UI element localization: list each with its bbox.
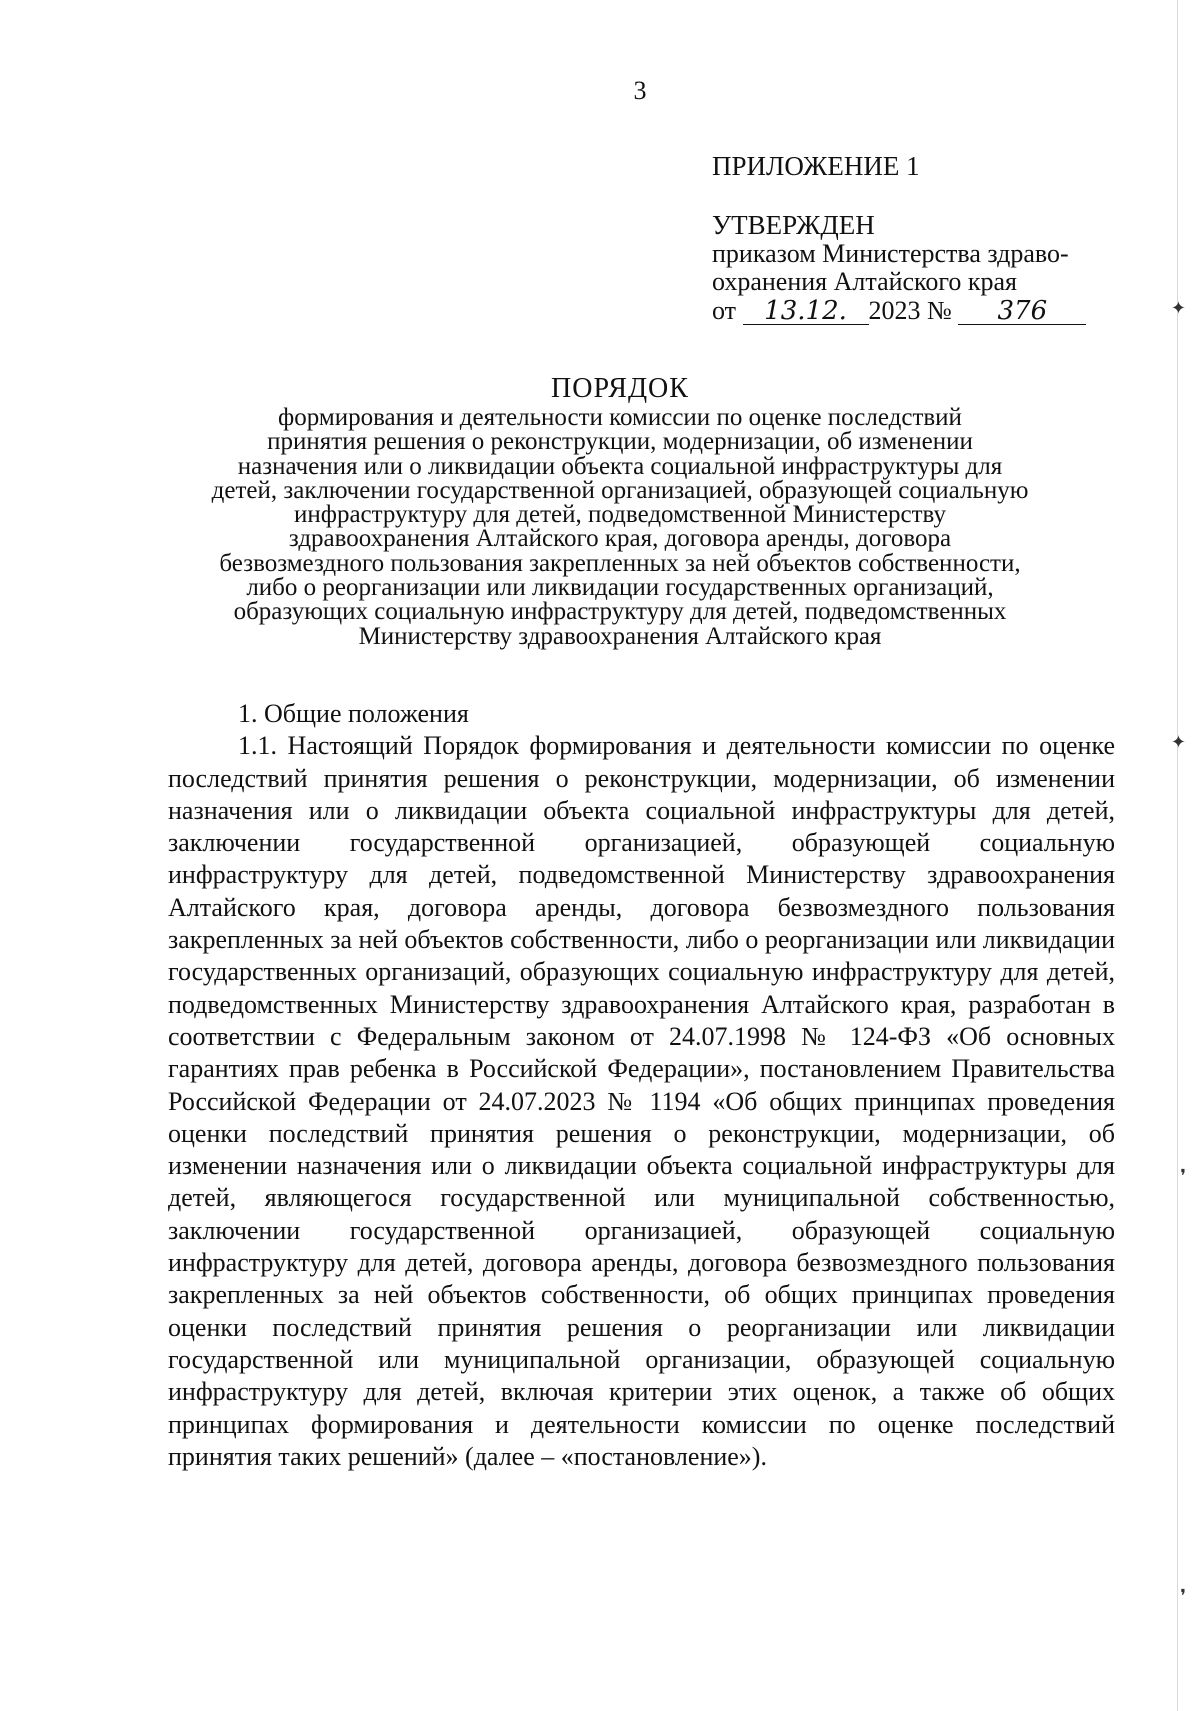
order-date-line (712, 296, 1132, 326)
paragraph-1-1: 1.1. Настоящий Порядок формирования и деятельности комиссии по оценке последствий принятия решения о реконструкции, модернизации, об изменении назначения или о ликвидации объекта социальной инфраструктуры для детей, заключении государственной организацией, образующей социальную инфраструктуру для детей, подведомственной Министерству здравоохранения Алтайского края, договора аренды, договора безвозмездного пользования закрепленных за ней объектов собственности, либо о реорганизации или ликвидации государственных организаций, образующих социальную инфраструктуру для детей, подведомственных Министерству здравоохранения Алтайского края, разработан в соответствии с Федеральным законом от 24.07.1998 № 124-ФЗ «Об основных гарантиях прав ребенка в Российской Федерации», постановлением Правительства Российской Федерации от 24.07.2023 № 1194 «Об общих принципах проведения оценки последствий принятия решения о реконструкции, модернизации, об изменении назначения или о ликвидации объекта социальной инфраструктуры для детей, являющегося государственной или муниципальной собственностью, заключении государственной организацией, образующей социальную инфраструктуру для детей, договора аренды, договора безвозмездного пользования закрепленных за ней объектов собственности, об общих принципах проведения оценки последствий принятия решения о реорганизации или ликвидации государственной или муниципальной организации, образующей социальную инфраструктуру для детей, включая критерии этих оценок, а также об общих принципах формирования и деятельности комиссии по оценке последствий принятия таких решений» (далее – «постановление»). (168, 731, 1115, 1471)
subtitle-line: детей, заключении государственной организацией, образующей социальную (211, 476, 1029, 504)
handwritten-order-number: 376 (958, 298, 1086, 325)
subtitle-line: либо о реорганизации или ликвидации государственных организаций, (246, 574, 994, 602)
scan-mark: ✦ (1170, 298, 1186, 319)
subtitle-line: Министерству здравоохранения Алтайского края (358, 622, 882, 650)
handwritten-date: 13.12. (743, 298, 869, 325)
subtitle-line: принятия решения о реконструкции, модернизации, об изменении (267, 428, 973, 456)
scan-edge-line (1177, 0, 1178, 1711)
scan-mark: ✦ (1170, 732, 1186, 753)
section-heading: 1. Общие положения (238, 699, 469, 728)
date-prefix: от (712, 296, 737, 325)
year-and-number-label: 2023 № (868, 296, 952, 325)
approved-line-2: охранения Алтайского края (712, 267, 1018, 296)
approved-title: УТВЕРЖДЕН (712, 210, 875, 240)
approved-line-1: приказом Министерства здраво- (712, 239, 1069, 268)
document-subtitle (160, 406, 1080, 649)
subtitle-line: образующих социальную инфраструктуру для детей, подведомственных (233, 598, 1007, 626)
document-title-block (160, 372, 1080, 649)
scan-mark: ❜ (1180, 1166, 1186, 1187)
document-body (168, 698, 1115, 1473)
subtitle-line: назначения или о ликвидации объекта социальной инфраструктуры для (237, 452, 1003, 480)
document-title: ПОРЯДОК (551, 373, 689, 404)
appendix-label: ПРИЛОЖЕНИЕ 1 (712, 151, 920, 181)
subtitle-line: инфраструктуру для детей, подведомственной Министерству (293, 501, 947, 529)
page-number: 3 (633, 76, 647, 105)
subtitle-line: здравоохранения Алтайского края, договора аренды, договора (288, 525, 952, 553)
subtitle-line: безвозмездного пользования закрепленных за ней объектов собственности, (219, 549, 1021, 577)
scan-mark: ❜ (1180, 1586, 1186, 1607)
subtitle-line: формирования и деятельности комиссии по оценке последствий (278, 404, 962, 431)
appendix-block (712, 148, 1132, 326)
